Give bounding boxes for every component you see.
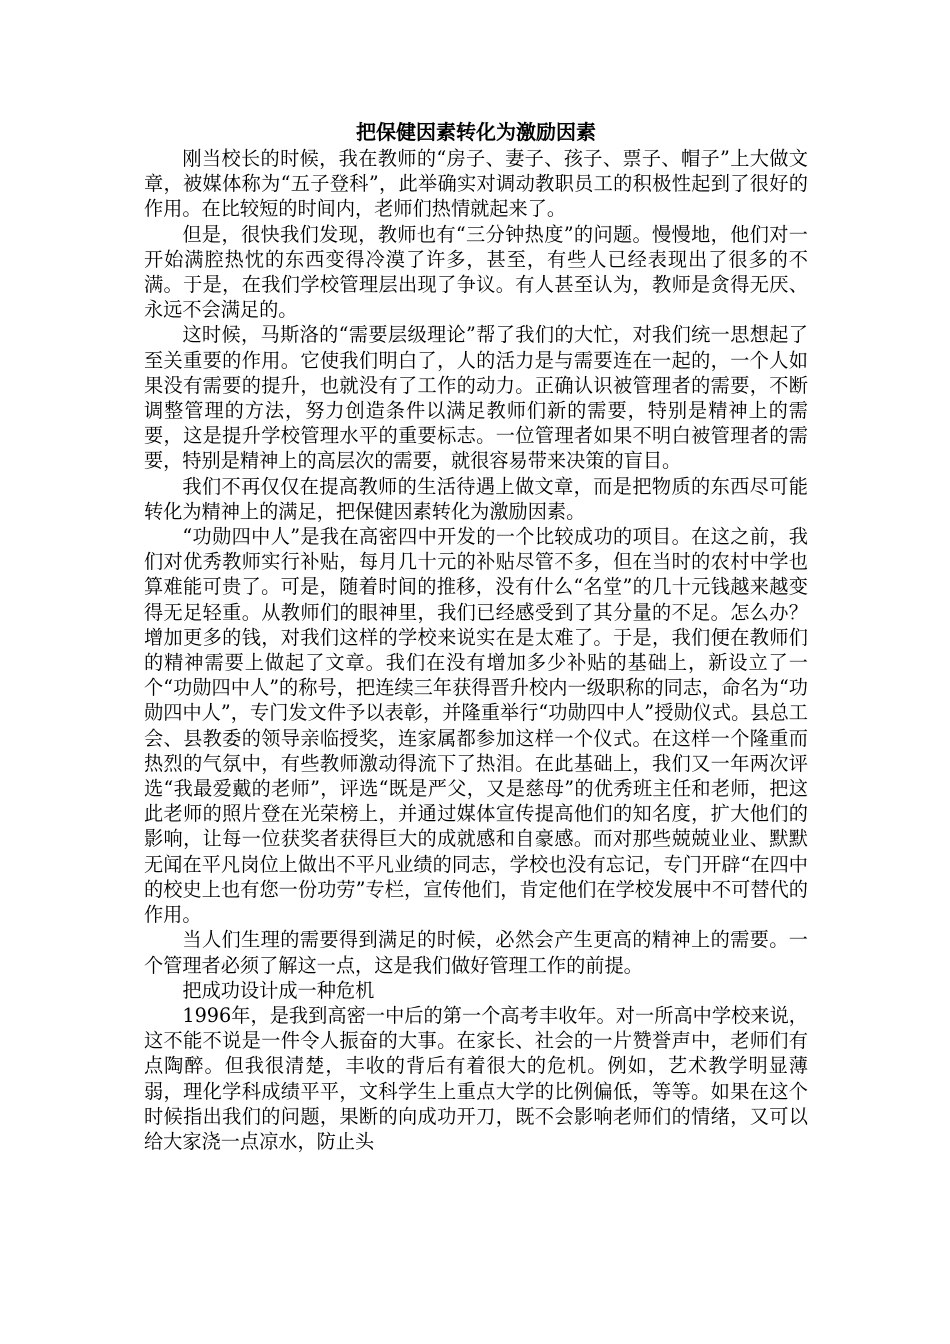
paragraph-spiritual-satisfaction: 我们不再仅仅在提高教师的生活待遇上做文章，而是把物质的东西尽可能转化为精神上的满足，把保健因素转化为激励因素。	[144, 474, 808, 523]
paragraph-merit-award: “功勋四中人”是我在高密四中开发的一个比较成功的项目。在这之前，我们对优秀教师实行补贴，每月几十元的补贴尽管不多，但在当时的农村中学也算难能可贵了。可是，随着时间的推移，没有什么“名堂”的几十元钱越来越变得无足轻重。从教师们的眼神里，我们已经感受到了其分量的不足。怎么办？增加更多的钱，对我们这样的学校来说实在是太难了。于是，我们便在教师们的精神需要上做起了文章。我们在没有增加多少补贴的基础上，新设立了一个“功勋四中人”的称号，把连续三年获得晋升校内一级职称的同志，命名为“功勋四中人”，专门发文件予以表彰，并隆重举行“功勋四中人”授勋仪式。县总工会、县教委的领导亲临授奖，连家属都参加这样一个仪式。在这样一个隆重而热烈的气氛中，有些教师激动得流下了热泪。在此基础上，我们又一年两次评选“我最爱戴的老师”，评选“既是严父，又是慈母”的优秀班主任和老师，把这此老师的照片登在光荣榜上，并通过媒体宣传提高他们的知名度，扩大他们的影响，让每一位获奖者获得巨大的成就感和自豪感。而对那些兢兢业业、默默无闻在平凡岗位上做出不平凡业绩的同志，学校也没有忘记，专门开辟“在四中的校史上也有您一份功劳”专栏，宣传他们，肯定他们在学校发展中不可替代的作用。	[144, 525, 808, 927]
paragraph-maslow-theory: 这时候，马斯洛的“需要层级理论”帮了我们的大忙，对我们统一思想起了至关重要的作用。它使我们明白了，人的活力是与需要连在一起的，一个人如果没有需要的提升，也就没有了工作的动力。正确认识被管理者的需要，不断调整管理的方法，努力创造条件以满足教师们新的需要，特别是精神上的需要，这是提升学校管理水平的重要标志。一位管理者如果不明白被管理者的需要，特别是精神上的高层次的需要，就很容易带来决策的盲目。	[144, 323, 808, 473]
paragraph-three-minute-heat: 但是，很快我们发现，教师也有“三分钟热度”的问题。慢慢地，他们对一开始满腔热忱的东西变得冷漠了许多，甚至，有些人已经表现出了很多的不满。于是，在我们学校管理层出现了争议。有人甚至认为，教师是贪得无厌、永远不会满足的。	[144, 222, 808, 322]
paragraph-1996-harvest: 1996年，是我到高密一中后的第一个高考丰收年。对一所高中学校来说，这不能不说是一件令人振奋的大事。在家长、社会的一片赞誉声中，老师们有点陶醉。但我很清楚，丰收的背后有着很大的危机。例如，艺术教学明显薄弱，理化学科成绩平平，文科学生上重点大学的比例偏低，等等。如果在这个时候指出我们的问题，果断的向成功开刀，既不会影响老师们的情绪，又可以给大家浇一点凉水，防止头	[144, 1003, 808, 1153]
paragraph-five-zi: 刚当校长的时候，我在教师的“房子、妻子、孩子、票子、帽子”上大做文章，被媒体称为“五子登科”，此举确实对调动教职员工的积极性起到了很好的作用。在比较短的时间内，老师们热情就起来了。	[144, 147, 808, 221]
paragraph-higher-needs: 当人们生理的需要得到满足的时候，必然会产生更高的精神上的需要。一个管理者必须了解这一点，这是我们做好管理工作的前提。	[144, 928, 808, 977]
document-page	[144, 118, 808, 1154]
document-title: 把保健因素转化为激励因素	[356, 120, 596, 144]
section-heading-crisis: 把成功设计成一种危机	[182, 978, 375, 1002]
